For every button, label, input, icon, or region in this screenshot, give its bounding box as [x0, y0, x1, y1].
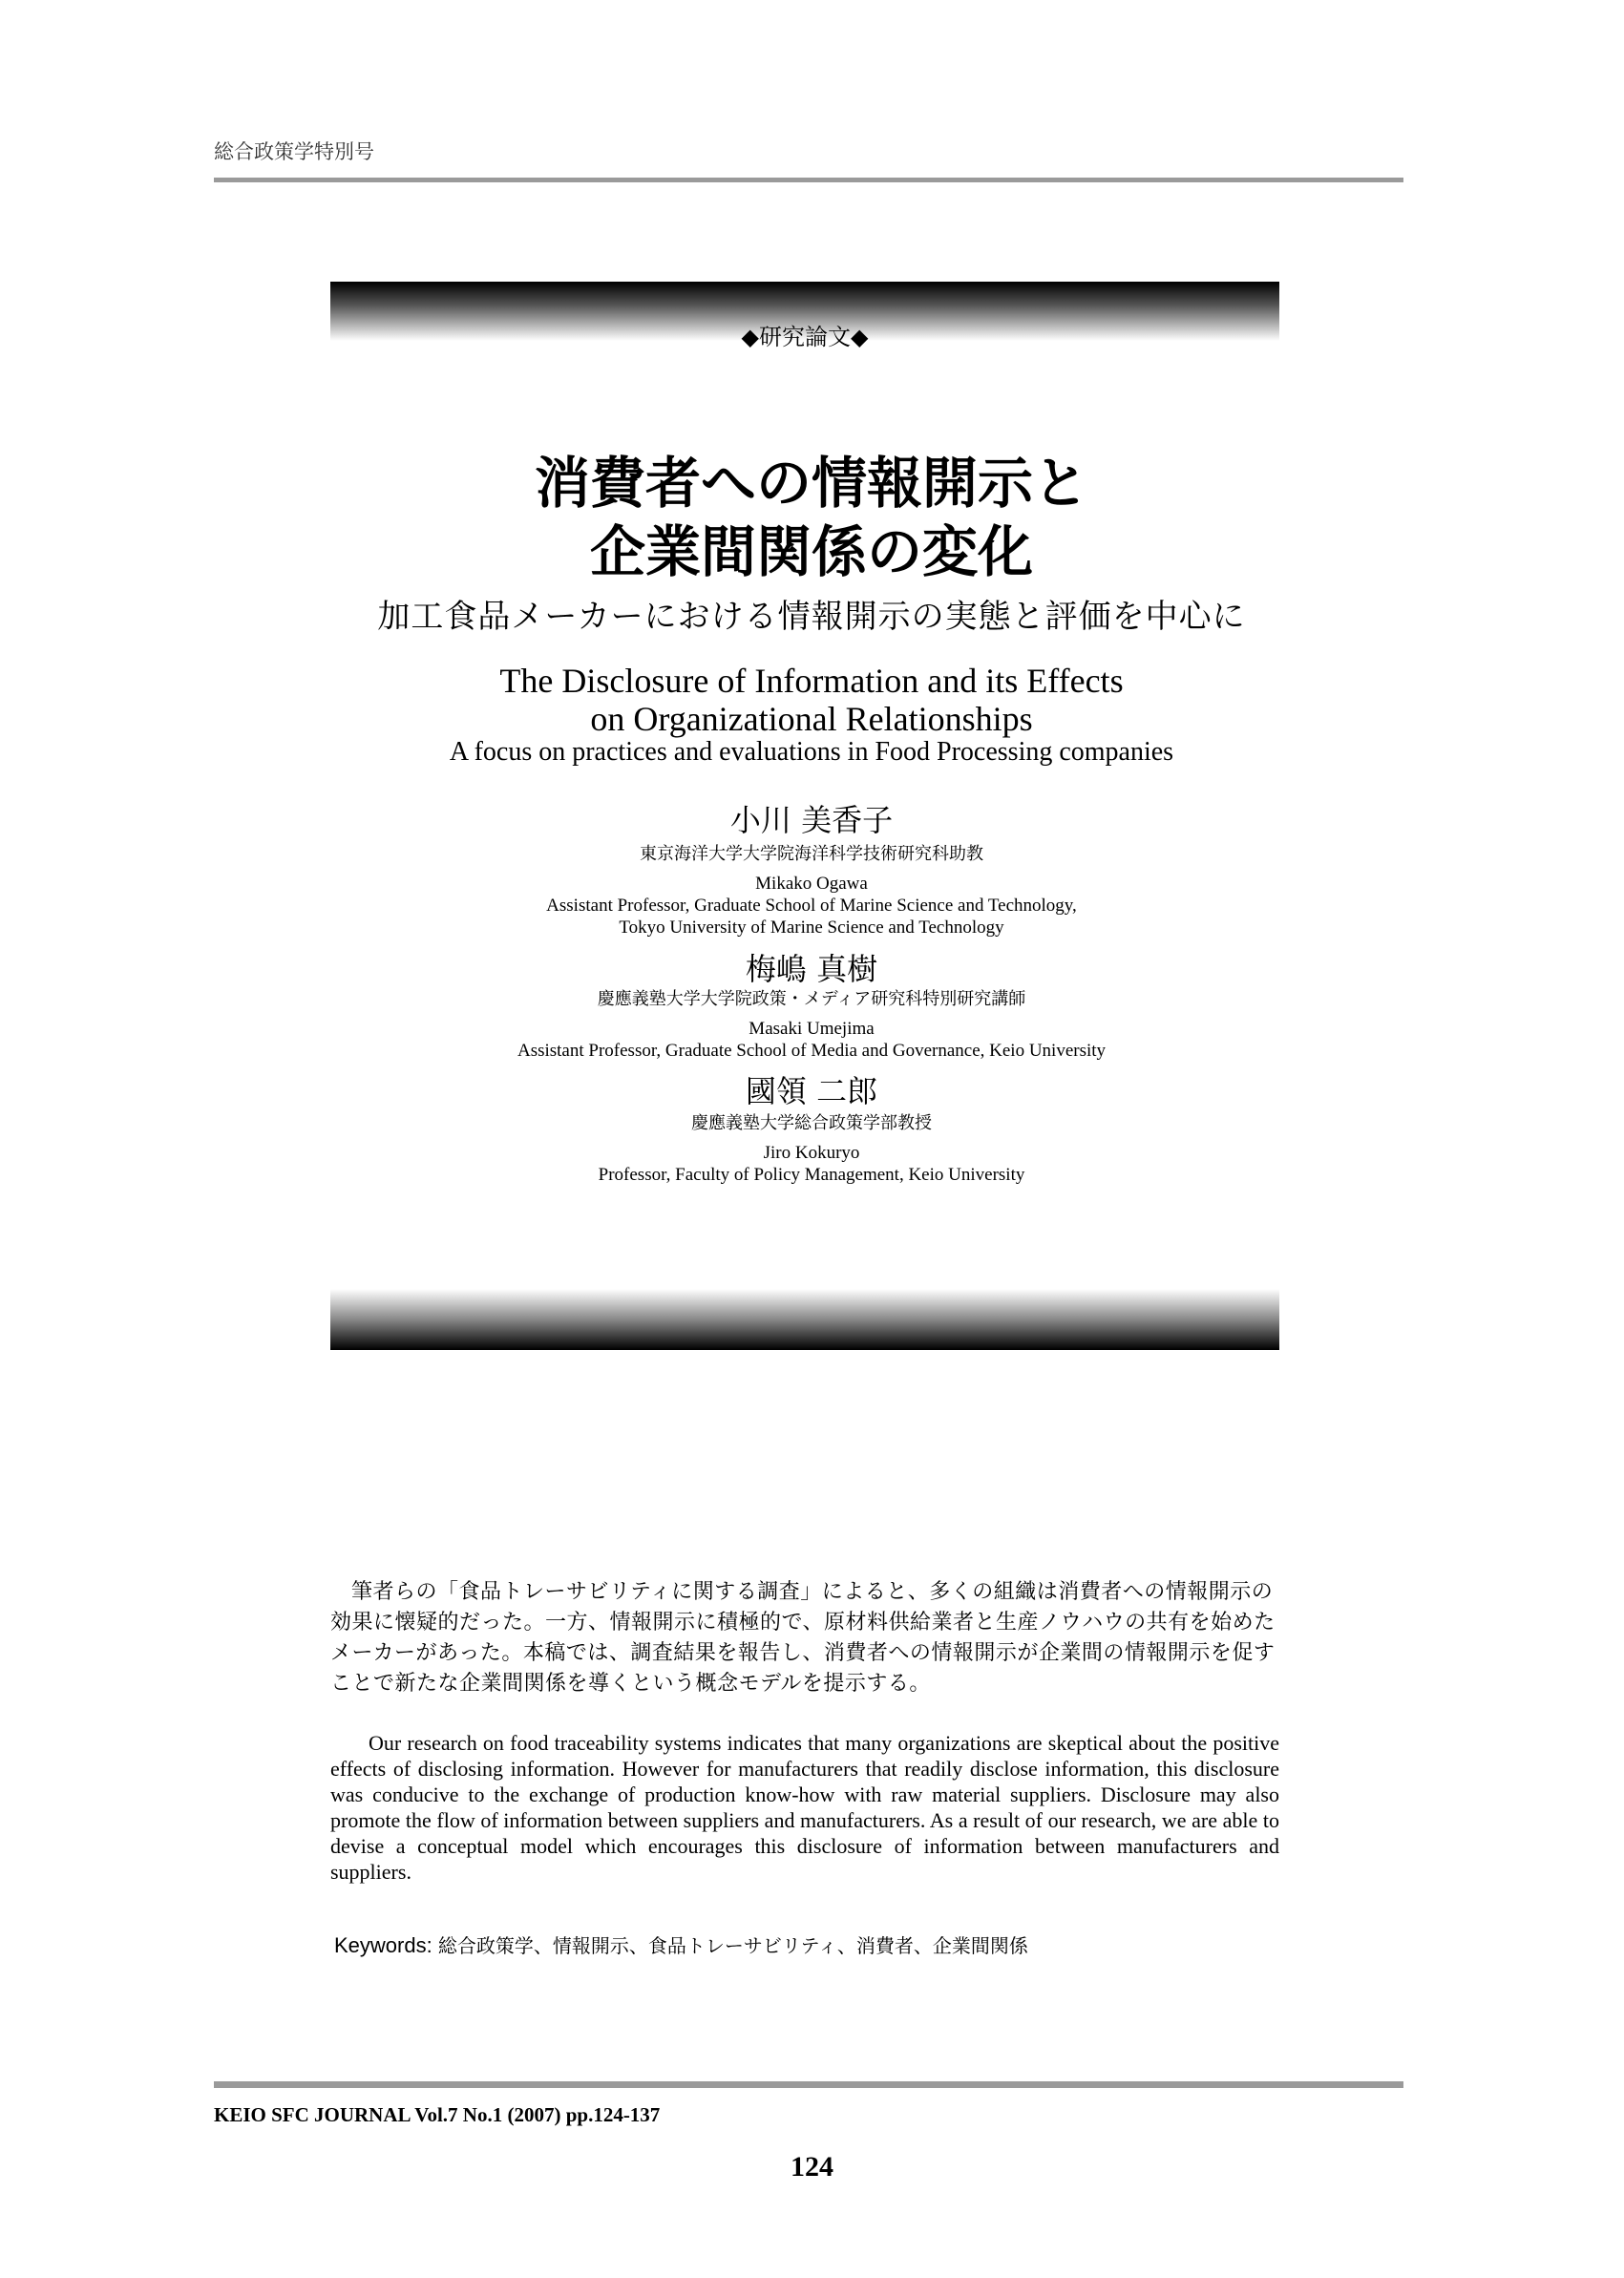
author-affiliation-ja: 慶應義塾大学総合政策学部教授: [691, 1113, 932, 1133]
author-affiliation-en-line: Tokyo University of Marine Science and Technology: [619, 918, 1004, 938]
running-head: 総合政策学特別号: [214, 140, 374, 163]
title-ja: [191, 449, 1432, 586]
bottom-rule-divider: [214, 2081, 1403, 2088]
journal-citation: KEIO SFC JOURNAL Vol.7 No.1 (2007) pp.124-137: [214, 2103, 661, 2126]
title-en-line-2: on Organizational Relationships: [590, 700, 1033, 738]
author-affiliation-ja: 慶應義塾大学大学院政策・メディア研究科特別研究講師: [597, 989, 1026, 1009]
title-en-line-1: The Disclosure of Information and its Effects: [499, 662, 1124, 700]
abstract-en: Our research on food traceability systems indicates that many organizations are skeptical about the positive effects of disclosing information. However for manufacturers that readily disclose information, this disclosure was conducive to the exchange of production know-how with raw material suppliers. Disclosure may also promote the flow of information between suppliers and manufacturers. As a result of our research, we are able to devise a conceptual model which encourages this disclosure of information between manufacturers and suppliers.: [330, 1731, 1279, 1884]
author-affiliation-en-line: Professor, Faculty of Policy Management, Keio University: [598, 1165, 1025, 1185]
keywords-values: 総合政策学、情報開示、食品トレーサビリティ、消費者、企業間関係: [437, 1934, 1028, 1957]
author-name-en: Masaki Umejima: [749, 1019, 875, 1039]
keywords-label: Keywords:: [334, 1933, 432, 1957]
subtitle-ja: 加工食品メーカーにおける情報開示の実態と評価を中心に: [377, 598, 1246, 636]
author-block-en: [191, 1018, 1432, 1062]
author-affiliation-en-line: Assistant Professor, Graduate School of Marine Science and Technology,: [546, 896, 1077, 916]
author-name-en: Mikako Ogawa: [755, 874, 868, 894]
title-band-bottom: [330, 1289, 1279, 1350]
author-block-en: [191, 1142, 1432, 1186]
title-ja-line-1: 消費者への情報開示と: [534, 451, 1088, 516]
title-en: [191, 662, 1432, 738]
abstract-ja: 筆者らの「食品トレーサビリティに関する調査」によると、多くの組織は消費者への情報開示の効果に懐疑的だった。一方、情報開示に積極的で、原材料供給業者と生産ノウハウの共有を始めたメーカーがあった。本稿では、調査結果を報告し、消費者への情報開示が企業間の情報開示を促すことで新たな企業間関係を導くという概念モデルを提示する。: [330, 1580, 1276, 1696]
top-rule-divider: [214, 178, 1403, 182]
author-block-en: [191, 873, 1432, 939]
author-name-ja: 國領 二郎: [745, 1073, 878, 1109]
title-ja-line-2: 企業間関係の変化: [589, 519, 1033, 584]
subtitle-en: A focus on practices and evaluations in Food Processing companies: [449, 737, 1174, 767]
author-name-ja: 小川 美香子: [729, 802, 894, 838]
keywords: [334, 1930, 1028, 1958]
author-affiliation-ja: 東京海洋大学大学院海洋科学技術研究科助教: [640, 844, 983, 864]
page-number: 124: [791, 2151, 833, 2183]
section-label: ◆研究論文◆: [741, 324, 869, 350]
author-name-en: Jiro Kokuryo: [763, 1143, 860, 1163]
author-affiliation-en-line: Assistant Professor, Graduate School of Media and Governance, Keio University: [517, 1041, 1107, 1061]
author-name-ja: 梅嶋 真樹: [745, 951, 878, 987]
